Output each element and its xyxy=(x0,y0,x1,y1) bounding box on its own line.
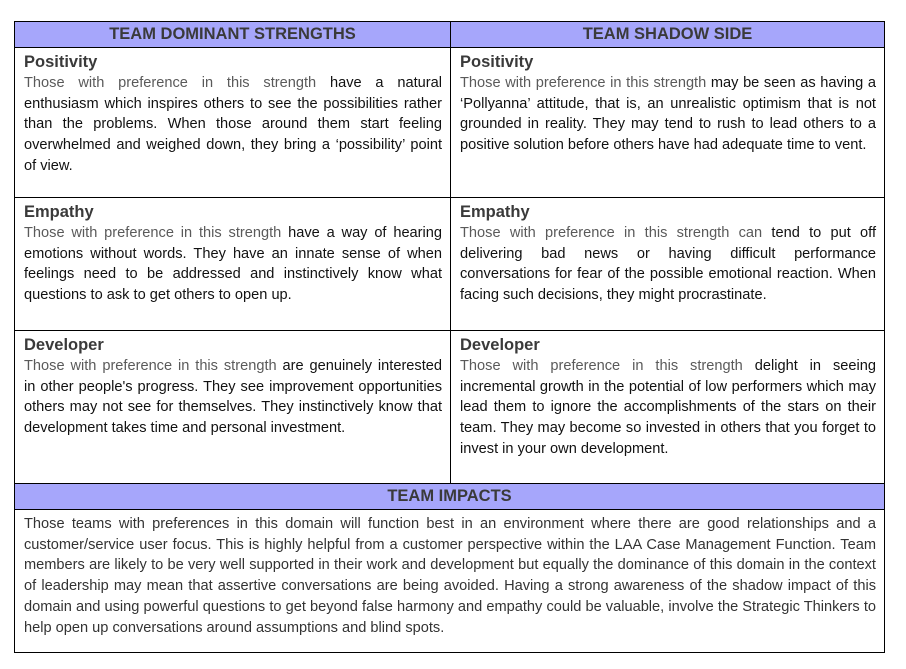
shadow-description xyxy=(460,73,876,156)
description-body: are genuinely interested in other people's progress. They see improvement opportunities others may not see for themselves. They instinctively know that development takes time and personal investment. xyxy=(24,358,443,437)
strength-description xyxy=(24,356,442,439)
impacts-header-row xyxy=(15,483,884,509)
header-shadow-side: TEAM SHADOW SIDE xyxy=(582,25,753,43)
description-prefix: Those with preference in this strength xyxy=(460,225,730,241)
shadow-title: Positivity xyxy=(460,53,534,71)
description-body: have a way of hearing emotions without words. They have an innate sense of when feelings need to be addressed and instinctively know what questions to ask to get others to open up. xyxy=(24,225,443,304)
impacts-cell xyxy=(15,510,884,652)
strength-title: Empathy xyxy=(24,203,94,221)
shadow-description xyxy=(460,356,876,460)
description-prefix: Those with preference in this strength xyxy=(24,358,277,374)
shadow-title: Empathy xyxy=(460,203,530,221)
description-prefix: Those with preference in this strength xyxy=(24,75,317,91)
shadow-cell xyxy=(451,198,884,330)
description-prefix: Those with preference in this strength xyxy=(460,358,743,374)
strength-cell xyxy=(15,331,451,483)
strength-cell xyxy=(15,198,451,330)
strength-title: Positivity xyxy=(24,53,98,71)
strength-description xyxy=(24,73,442,177)
shadow-description xyxy=(460,223,876,306)
description-body: have a natural enthusiasm which inspires others to see the possibilities rather than the problems. When those around them start feeling overwhelmed and weighed down, they bring a ‘possibility’ point of view. xyxy=(24,75,442,174)
table-header-row xyxy=(15,22,884,47)
header-strengths: TEAM DOMINANT STRENGTHS xyxy=(15,22,451,47)
description-body: delight in seeing incremental growth in the potential of low performers which may lead them to ignore the accomplishments of the stars on their team. They may become so invested in others that you forget to invest in your own development. xyxy=(460,358,876,457)
description-prefix: Those with preference in this strength xyxy=(24,225,282,241)
shadow-cell xyxy=(451,48,884,197)
table-row-developer xyxy=(15,330,884,483)
description-body: tend to put off delivering bad news or having difficult performance conversations for fear of the possible emotional reaction. When facing such decisions, they might procrastinate. xyxy=(460,225,876,304)
header-team-impacts: TEAM IMPACTS xyxy=(387,487,512,505)
description-prefix-extra: can xyxy=(729,225,763,241)
impacts-row xyxy=(15,509,884,652)
impacts-description: Those teams with preferences in this domain will function best in an environment where there are good relationships and a customer/service user focus. This is highly helpful from a customer perspective within the LAA Case Management Function. Team members are likely to be very well supported in their work and development but equally the dominance of this domain in the context of leadership may mean that assertive conversations are being avoided. Having a strong awareness of the shadow impact of this domain and using powerful questions to get beyond false harmony and empathy could be valuable, involve the Strategic Thinkers to help open up conversations around assumptions and blind spots. xyxy=(24,516,876,636)
description-body: may be seen as having a ‘Pollyanna’ attitude, that is, an unrealistic optimism that is not grounded in reality. They may tend to rush to lead others to a positive solution before others have had adequate time to vent. xyxy=(460,75,876,154)
description-prefix: Those with preference in this strength xyxy=(460,75,707,91)
strength-cell xyxy=(15,48,451,197)
strengths-table xyxy=(14,21,885,653)
strength-title: Developer xyxy=(24,336,104,354)
table-row-empathy xyxy=(15,197,884,330)
shadow-cell xyxy=(451,331,884,483)
table-row-positivity xyxy=(15,47,884,197)
strength-description xyxy=(24,223,442,306)
shadow-title: Developer xyxy=(460,336,540,354)
